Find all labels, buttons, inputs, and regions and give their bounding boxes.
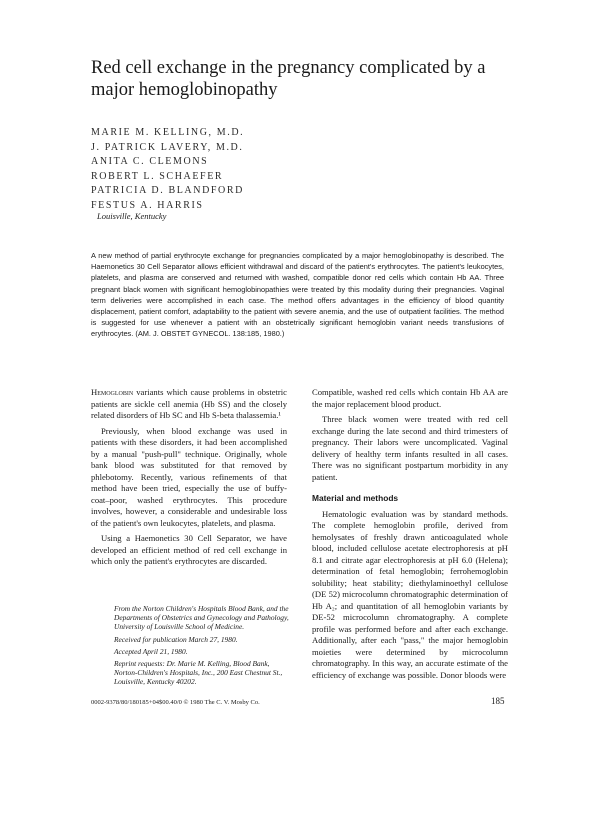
author-name: ANITA C. CLEMONS — [91, 156, 209, 167]
author-name: ROBERT L. SCHAEFER — [91, 170, 224, 182]
abstract: A new method of partial erythrocyte exchange for pregnancies complicated by a major hemoglobinopathy is described. The Haemonetics 30 Cell Separator allows efficient withdrawal and discard of the patient's erythrocytes. The patient's leukocytes, platelets, and plasma are conserved and returned with washed, compatible donor red cells which contain Hb AA. Three pregnant black women with significant hemoglobinopathies were treated by this modality during their pregnancies. Vaginal term deliveries were accomplished in each case. The method offers advantages in the efficiency of blood quantity displacement, patient comfort, adaptability to the patient with severe anemia, and the use of outpatient facilities. The method is suggested for use whenever a patient with an obstetrically significant hemoglobin variant needs transfusions of erythrocytes. (AM. J. OBSTET GYNECOL. 138:185, 1980.) — [91, 251, 504, 339]
footnote-received: Received for publication March 27, 1980. — [114, 634, 238, 644]
article-title: Red cell exchange in the pregnancy complicated by a major hemoglobinopathy — [91, 58, 486, 100]
body-paragraph: Hematologic evaluation was by standard methods. The complete hemoglobin profile, derived from hemolysates of freshly drawn anticoagulated whole blood, included cellulose acetate electrophoresis at pH 8.1 and citrate agar electrophoresis at pH 6.0 (Helena); determination of fetal hemoglobin; ferrohemoglobin solubility; heat stability; diethylaminoethyl cellulose (DE 52) microcolumn chromatographic determination of Hb A₂; and quantitation of all hemoglobin variants by DE-52 microcolumn chromatography. A complete profile was performed before and after each exchange. Additionally, after each "pass," the major hemoglobin moieties were determined by microcolumn chromatography. In this way, an accurate estimate of the efficiency of exchange was possible. Donor bloods were — [312, 508, 508, 680]
author-location: Louisville, Kentucky — [97, 211, 167, 221]
footnote-accepted: Accepted April 21, 1980. — [114, 646, 188, 656]
author-name: FESTUS A. HARRIS — [91, 199, 204, 211]
author-list — [91, 126, 244, 213]
right-column — [312, 387, 508, 685]
left-column — [91, 387, 287, 572]
body-paragraph: Previously, when blood exchange was used in patients with these disorders, it had been accomplished by a manual "push-pull" technique. Originally, whole bank blood was substituted for that removed by phlebotomy. Recently, various refinements of that method have been tried, especially the use of buffy-coat–poor, washed erythrocytes. This procedure involves, however, a considerable and undesirable loss of the patient's own leukocytes, platelets, and plasma. — [91, 425, 287, 528]
body-paragraph: Compatible, washed red cells which contain Hb AA are the major replacement blood product. — [312, 387, 508, 409]
footnote-affiliation: From the Norton Children's Hospitals Blood Bank, and the Departments of Obstetrics and Gynecology and Pathology, University of Louisville School of Medicine. — [114, 604, 289, 632]
author-name: J. PATRICK LAVERY, M.D. — [91, 141, 244, 153]
body-paragraph — [91, 387, 287, 422]
section-heading: Material and methods — [312, 493, 399, 503]
footnote — [114, 604, 290, 690]
copyright-line: 0002-9378/80/180185+04$00.40/0 © 1980 The C. V. Mosby Co. — [91, 699, 260, 706]
body-paragraph: Using a Haemonetics 30 Cell Separator, we have developed an efficient method of red cell exchange in which only the patient's erythrocytes are discarded. — [91, 533, 287, 566]
paragraph-text: variants which cause problems in obstetric patients are sickle cell anemia (Hb SS) and the closely related disorders of Hb SC and Hb S-beta thalassemia.¹ — [91, 387, 287, 420]
footnote-reprint: Reprint requests: Dr. Marie M. Kelling, Blood Bank, Norton-Children's Hospitals, Inc., 200 East Chestnut St., Louisville, Kentucky 40202. — [114, 659, 283, 687]
page-number: 185 — [491, 696, 505, 706]
body-paragraph: Three black women were treated with red cell exchange during the late second and third trimesters of pregnancy. Their labors were uncomplicated. Vaginal delivery of healthy term infants resulted in all cases. There was no significant postpartum morbidity in any patient. — [312, 414, 508, 482]
author-name: MARIE M. KELLING, M.D. — [91, 127, 245, 138]
drop-lead: Hemoglobin — [91, 387, 134, 397]
author-name: PATRICIA D. BLANDFORD — [91, 185, 244, 196]
